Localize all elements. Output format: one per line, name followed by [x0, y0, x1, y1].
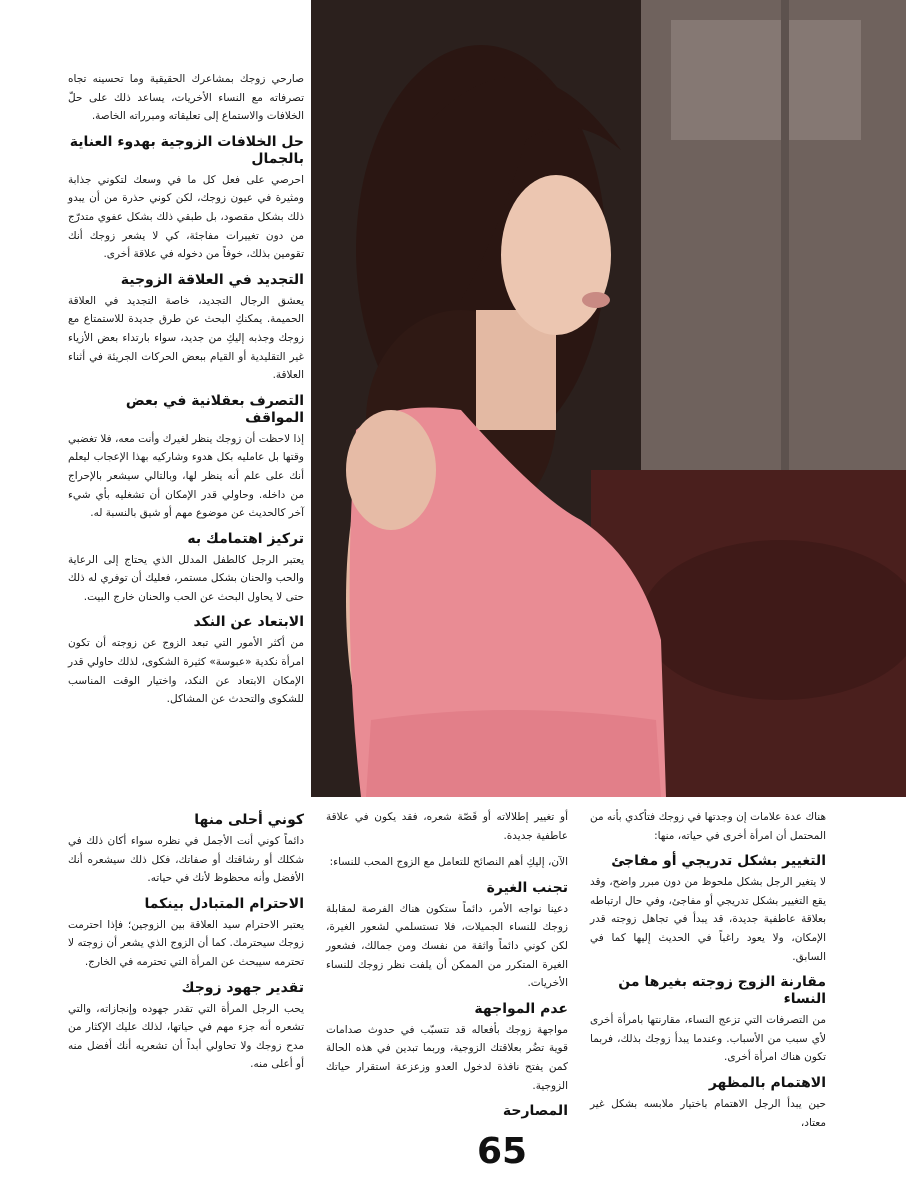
section-heading: حل الخلافات الزوجية بهدوء العناية بالجمال [69, 133, 304, 167]
section-paragraph: يعتبر الرجل كالطفل المدلل الذي يحتاج إلى الرعاية والحب والحنان بشكل مستمر، فعليك أن توفري له ذلك حتى لا يحاول البحث عن الحب والحنان خارج البيت. [68, 553, 304, 603]
section-heading: تقدير جهود زوجك [181, 979, 304, 996]
article-column-bottom-left [68, 808, 304, 1082]
section-paragraph: لا يتغير الرجل بشكل ملحوظ من دون مبرر واضح، وقد يقع التغيير بشكل تدريجي أو مفاجئ، وفي حال ارتباطه بعلاقة عاطفية جديدة، قد يبدأ في تجاهل زوجته قدر الإمكان، ولا يعود راغباً في الحديث إليها كما في السابق. [590, 876, 826, 963]
section-paragraph: من التصرفات التي تزعج النساء، مقارنتها بامرأة أخرى لأي سبب من الأسباب. وعندما يبدأ زوجك بذلك، فربما تكون هناك امرأة أخرى. [590, 1014, 826, 1064]
section-heading: التجديد في العلاقة الزوجية [120, 271, 304, 288]
section-paragraph: من أكثر الأمور التي تبعد الزوج عن زوجته أن تكون امرأة نكدية «عبوسة» كثيرة الشكوى، لذلك حاولي قدر الإمكان الابتعاد عن النكد، واختيار الوقت المناسب للشكوى والتحدث عن المشاكل. [68, 637, 304, 706]
article-column-bottom-middle [326, 808, 568, 1123]
section-paragraph: يحب الرجل المرأة التي تقدر جهوده وإنجازاته، والتي تشعره أنه جزء مهم في حياتها، لذلك عليك الإكثار من مدح زوجك ولا تحاولي أبداً أن تشعريه أنك أفضل منه أو أعلى منه. [68, 1002, 304, 1071]
section-heading: كوني أحلى منها [194, 812, 304, 828]
section-paragraph: احرصي على فعل كل ما في وسعك لتكوني جذابة ومثيرة في عيون زوجك، لكن كوني حذرة من أن يبدو ذلك بشكل مقصود، بل طبقي ذلك بشكل عفوي متدرّج من دون تغييرات مفاجئة، كي لا يشعر زوجك أنك تقومين بذلك، خوفاً من دخوله في علاقة أخرى. [68, 173, 304, 261]
page-number: 65 [476, 1131, 528, 1172]
section-heading: المصارحة [502, 1103, 568, 1120]
section-heading: الاحترام المتبادل بينكما [144, 895, 304, 912]
article-column-bottom-right [590, 808, 826, 1140]
intro-paragraph: أو تغيير إطلالاته أو قَصّة شعره، فقد يكون في علاقة عاطفية جديدة. [326, 811, 568, 842]
article-column-left [68, 70, 304, 717]
section-heading: عدم المواجهة [474, 1000, 568, 1017]
section-heading: الابتعاد عن النكد [193, 614, 304, 631]
intro-paragraph: هناك عدة علامات إن وجدتها في زوجك فتأكدي بأنه من المحتمل أن امرأة أخرى في حياته، منها: [590, 811, 826, 842]
section-heading: الاهتمام بالمظهر [708, 1074, 826, 1091]
section-paragraph: إذا لاحظت أن زوجك ينظر لغيرك وأنت معه، فلا تغضبي وقتها بل عامليه بكل هدوء وشاركيه بهذا الإعجاب ليعلم أنك على علم أنه ينظر لها، وبالتالي سيشعر بالإحراج من داخله. وحاولي قدر الإمكان أن تشغليه بأي شيء آخر كالحديث عن موضوع مهم أو شيق بالنسبة له. [68, 432, 304, 520]
section-paragraph: مواجهة زوجك بأفعاله قد تتسبّب في حدوث صدامات قوية تضُر بعلاقتك الزوجية، وربما تبدين في هذه الحالة كمن يفتح نافذة لدخول العدو وزعزعة استقرار حياتك الزوجية. [326, 1023, 568, 1092]
intro-paragraph: صارحي زوجك بمشاعرك الحقيقية وما تحسينه تجاه تصرفاته مع النساء الأخريات، يساعد ذلك على حلّ الخلافات والاستماع إلى تعليقاته ومبرراته الخاصة. [68, 73, 304, 123]
advice-paragraph: الآن، إليكِ أهم النصائح للتعامل مع الزوج المحب للنساء: [329, 856, 568, 869]
section-heading: مقارنة الزوج زوجته بغيرها من النساء [618, 974, 826, 1008]
section-heading: التصرف بعقلانية في بعض المواقف [125, 392, 304, 426]
section-heading: تركيز اهتمامك به [187, 530, 304, 547]
woman-photo [311, 0, 906, 797]
section-paragraph: يعشق الرجال التجديد، خاصة التجديد في العلاقة الحميمة. يمكنكِ البحث عن طرق جديدة للاستمتاع مع زوجك وجذبه إليكِ من جديد، سواء بارتداء بعض الأزياء غير التقليدية أو القيام ببعض الحركات الجريئة في أثناء العلاقة. [68, 294, 304, 382]
section-paragraph: حين يبدأ الرجل الاهتمام باختيار ملابسه بشكل غير معتاد، [590, 1097, 826, 1129]
section-paragraph: دائماً كوني أنت الأجمل في نظره سواء أكان ذلك في شكلك أو رشاقتك أو صفاتك، فكل ذلك سيشعره أنك الأفضل وأنه محظوظ لأنك في حياته. [68, 835, 304, 885]
section-paragraph: يعتبر الاحترام سيد العلاقة بين الزوجين؛ فإذا احترمت زوجك سيحترمك. كما أن الزوج الذي يشعر أن زوجته لا تحترمه سيبحث عن المرأة التي تحترمه في الخارج. [68, 918, 304, 968]
section-heading: التغيير بشكل تدريجي أو مفاجئ [611, 853, 826, 870]
section-heading: تجنب الغيرة [486, 879, 568, 896]
section-paragraph: دعينا نواجه الأمر، دائماً ستكون هناك الفرصة لمقابلة زوجك للنساء الجميلات، فلا تستسلمي لشعور الغيرة، لكن كوني دائماً واثقة من نفسك ومن جمالك، فشعور الغيرة المتكرر من الممكن أن يلفت نظر زوجك للنساء الأخريات. [326, 902, 568, 990]
